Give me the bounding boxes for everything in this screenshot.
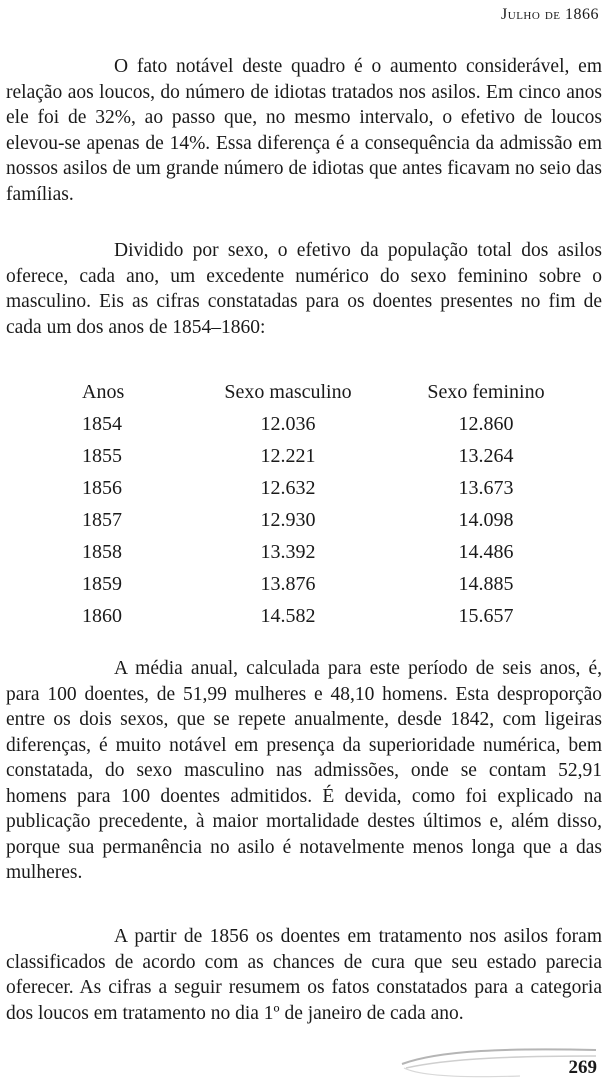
table-row	[70, 472, 586, 504]
population-by-sex-table	[70, 376, 586, 632]
paragraph-2: Dividido por sexo, o efetivo da população total dos asilos oferece, cada ano, um excedente numérico do sexo feminino sobre o masculino. Eis as cifras constatadas para os doentes presentes no fim de cada um dos anos de 1854–1860:	[6, 240, 602, 338]
year-cell: 1854	[82, 412, 122, 435]
female-cell: 15.657	[458, 604, 514, 627]
year-cell: 1860	[82, 604, 122, 627]
table-row	[70, 408, 586, 440]
table-row	[70, 568, 586, 600]
year-cell: 1857	[82, 508, 122, 531]
table-row	[70, 536, 586, 568]
table-row	[70, 440, 586, 472]
female-cell: 14.486	[458, 540, 514, 563]
column-header-years: Anos	[82, 380, 125, 403]
year-cell: 1858	[82, 540, 122, 563]
column-header-male: Sexo masculino	[224, 380, 352, 403]
column-header-female: Sexo feminino	[427, 380, 545, 403]
paragraph-4: A partir de 1856 os doentes em tratamento nos asilos foram classificados de acordo com as chances de cura que seu estado parecia oferecer. As cifras a seguir resumem os fatos constatados para a categoria dos loucos em tratamento no dia 1º de janeiro de cada ano.	[6, 926, 602, 1024]
year-cell: 1859	[82, 572, 122, 595]
table-row	[70, 600, 586, 632]
male-cell: 12.632	[260, 476, 316, 499]
male-cell: 13.392	[260, 540, 316, 563]
table-row	[70, 504, 586, 536]
male-cell: 12.930	[260, 508, 316, 531]
male-cell: 12.036	[260, 412, 316, 435]
female-cell: 14.098	[458, 508, 514, 531]
year-cell: 1855	[82, 444, 122, 467]
paragraph-3: A média anual, calculada para este período de seis anos, é, para 100 doentes, de 51,99 mulheres e 48,10 homens. Esta desproporção entre os dois sexos, que se repete anualmente, desde 1842, com ligeiras diferenças, é muito notável em presença da superioridade numérica, bem constatada, do sexo masculino nas admissões, onde se contam 52,91 homens para 100 doentes admitidos. É devida, como foi explicado na publicação precedente, à maior mortalidade destes últimos e, além disso, porque sua permanência no asilo é notavelmente menos longa que a das mulheres.	[6, 658, 602, 883]
year-cell: 1856	[82, 476, 122, 499]
female-cell: 13.673	[458, 476, 514, 499]
male-cell: 14.582	[260, 604, 316, 627]
table-header-row	[70, 376, 586, 408]
male-cell: 13.876	[260, 572, 316, 595]
paragraph-1: O fato notável deste quadro é o aumento considerável, em relação aos loucos, do número de idiotas tratados nos asilos. Em cinco anos ele foi de 32%, ao passo que, no mesmo intervalo, o efetivo de loucos elevou-se apenas de 14%. Essa diferença é a consequência da admissão em nossos asilos de um grande número de idiotas que antes ficavam no seio das famílias.	[6, 56, 602, 205]
male-cell: 12.221	[260, 444, 316, 467]
female-cell: 13.264	[458, 444, 514, 467]
running-head: Julho de 1866	[501, 6, 599, 23]
female-cell: 14.885	[458, 572, 514, 595]
page-number: 269	[568, 1057, 597, 1078]
female-cell: 12.860	[458, 412, 514, 435]
